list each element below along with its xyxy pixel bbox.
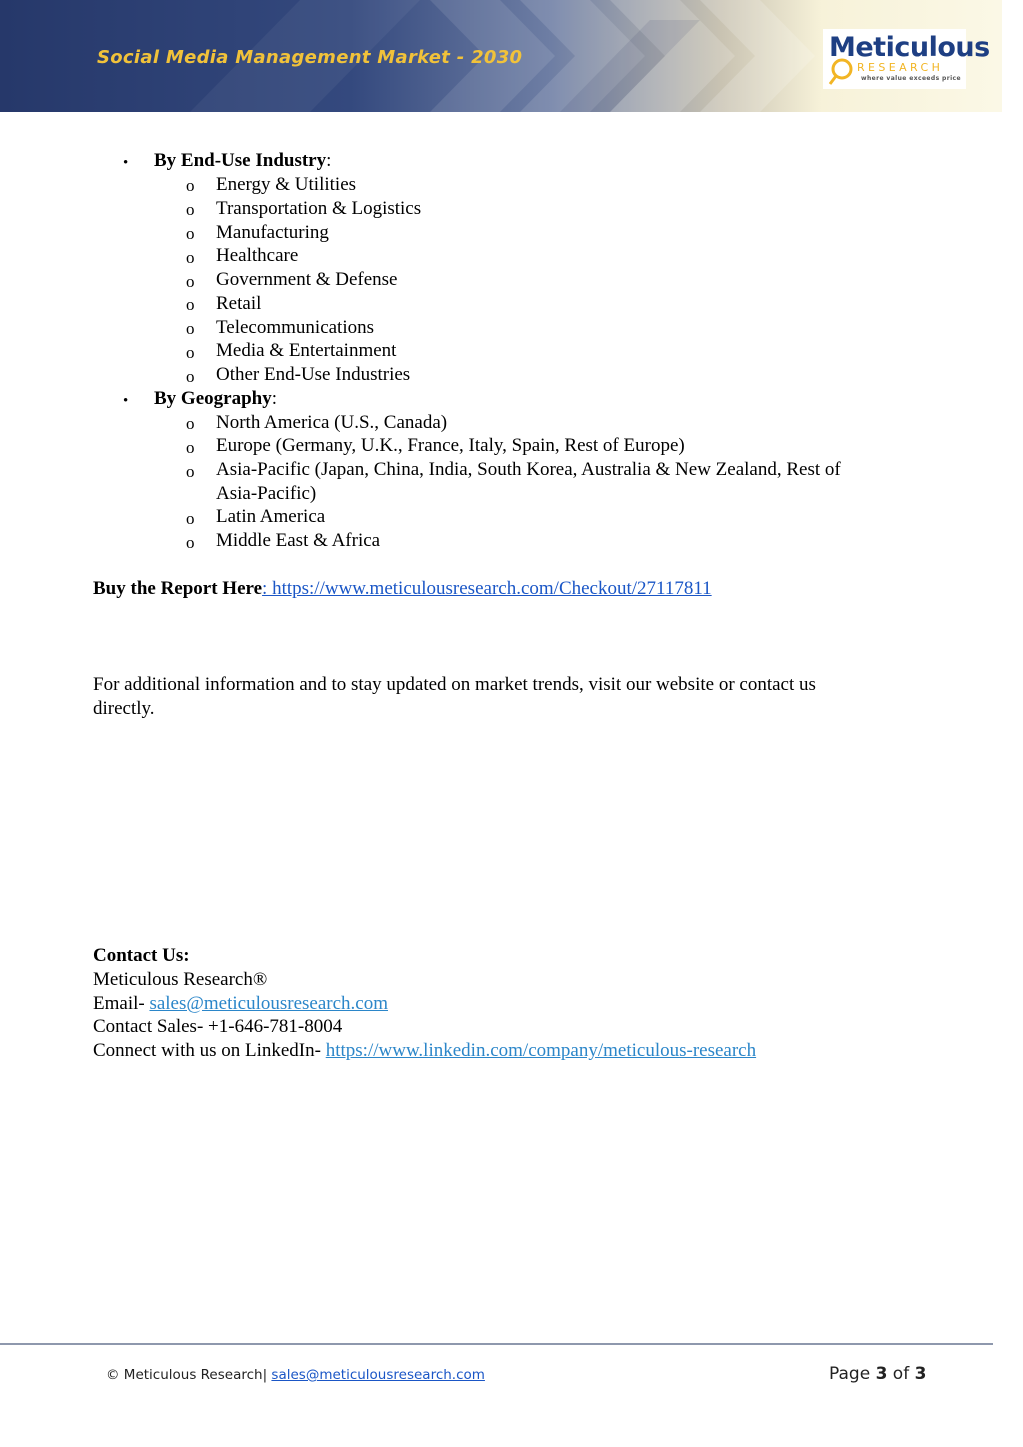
list-item: Manufacturing <box>216 222 329 243</box>
list-item: North America (U.S., Canada) <box>216 412 448 433</box>
buy-report-link[interactable]: : https://www.meticulousresearch.com/Checkout/27117811 <box>262 578 712 599</box>
contact-company: Meticulous Research® <box>93 969 268 990</box>
sub-bullet-marker: o <box>186 367 195 386</box>
footer-divider <box>0 1343 993 1345</box>
meticulous-research-logo: Meticulous RESEARCH where value exceeds price <box>823 29 966 89</box>
info-paragraph-line: For additional information and to stay updated on market trends, visit our website or contact us <box>93 674 816 695</box>
sub-bullet-marker: o <box>186 272 195 291</box>
sub-bullet-marker: o <box>186 295 195 314</box>
list-item: Retail <box>216 293 262 314</box>
segment-heading-end-use: By End-Use Industry: <box>154 150 332 171</box>
sub-bullet-marker: o <box>186 319 195 338</box>
magnifier-icon <box>827 57 857 87</box>
list-item: Asia-Pacific (Japan, China, India, South Korea, Australia & New Zealand, Rest of <box>216 459 841 480</box>
contact-phone: Contact Sales- +1-646-781-8004 <box>93 1016 343 1037</box>
linkedin-link[interactable]: https://www.linkedin.com/company/meticulous-research <box>325 1040 757 1061</box>
sub-bullet-marker: o <box>186 509 195 528</box>
list-item: Europe (Germany, U.K., France, Italy, Spain, Rest of Europe) <box>216 435 685 456</box>
list-item: Energy & Utilities <box>216 174 357 195</box>
sub-bullet-marker: o <box>186 200 195 219</box>
list-item: Middle East & Africa <box>216 530 381 551</box>
sub-bullet-marker: o <box>186 224 195 243</box>
contact-email-link[interactable]: sales@meticulousresearch.com <box>149 993 389 1014</box>
sub-bullet-marker: o <box>186 176 195 195</box>
sub-bullet-marker: o <box>186 248 195 267</box>
document-title: Social Media Management Market - 2030 <box>97 47 523 68</box>
list-item: Media & Entertainment <box>216 340 397 361</box>
sub-bullet-marker: o <box>186 462 195 481</box>
page-header <box>0 0 1002 112</box>
list-item-continuation: Asia-Pacific) <box>216 483 317 504</box>
list-item: Healthcare <box>216 245 299 266</box>
sub-bullet-marker: o <box>186 343 195 362</box>
list-item: Government & Defense <box>216 269 398 290</box>
list-item: Transportation & Logistics <box>216 198 422 219</box>
contact-linkedin-line: Connect with us on LinkedIn- https://www.linkedin.com/company/meticulous-research <box>93 1040 757 1061</box>
bullet-marker: • <box>123 393 129 409</box>
list-item: Other End-Use Industries <box>216 364 411 385</box>
sub-bullet-marker: o <box>186 533 195 552</box>
page-number: Page 3 of 3 <box>829 1364 927 1384</box>
segment-heading-geography: By Geography: <box>154 388 277 409</box>
list-item: Telecommunications <box>216 317 375 338</box>
contact-heading: Contact Us: <box>93 945 190 966</box>
footer-copyright: © Meticulous Research| sales@meticulousresearch.com <box>106 1367 485 1383</box>
sub-bullet-marker: o <box>186 414 195 433</box>
bullet-marker: • <box>123 155 129 171</box>
footer-email-link[interactable]: sales@meticulousresearch.com <box>271 1367 485 1383</box>
buy-report-line: Buy the Report Here: https://www.meticulousresearch.com/Checkout/27117811 <box>93 578 712 599</box>
contact-email-line: Email- sales@meticulousresearch.com <box>93 993 389 1014</box>
list-item: Latin America <box>216 506 326 527</box>
sub-bullet-marker: o <box>186 438 195 457</box>
info-paragraph-line: directly. <box>93 698 155 719</box>
